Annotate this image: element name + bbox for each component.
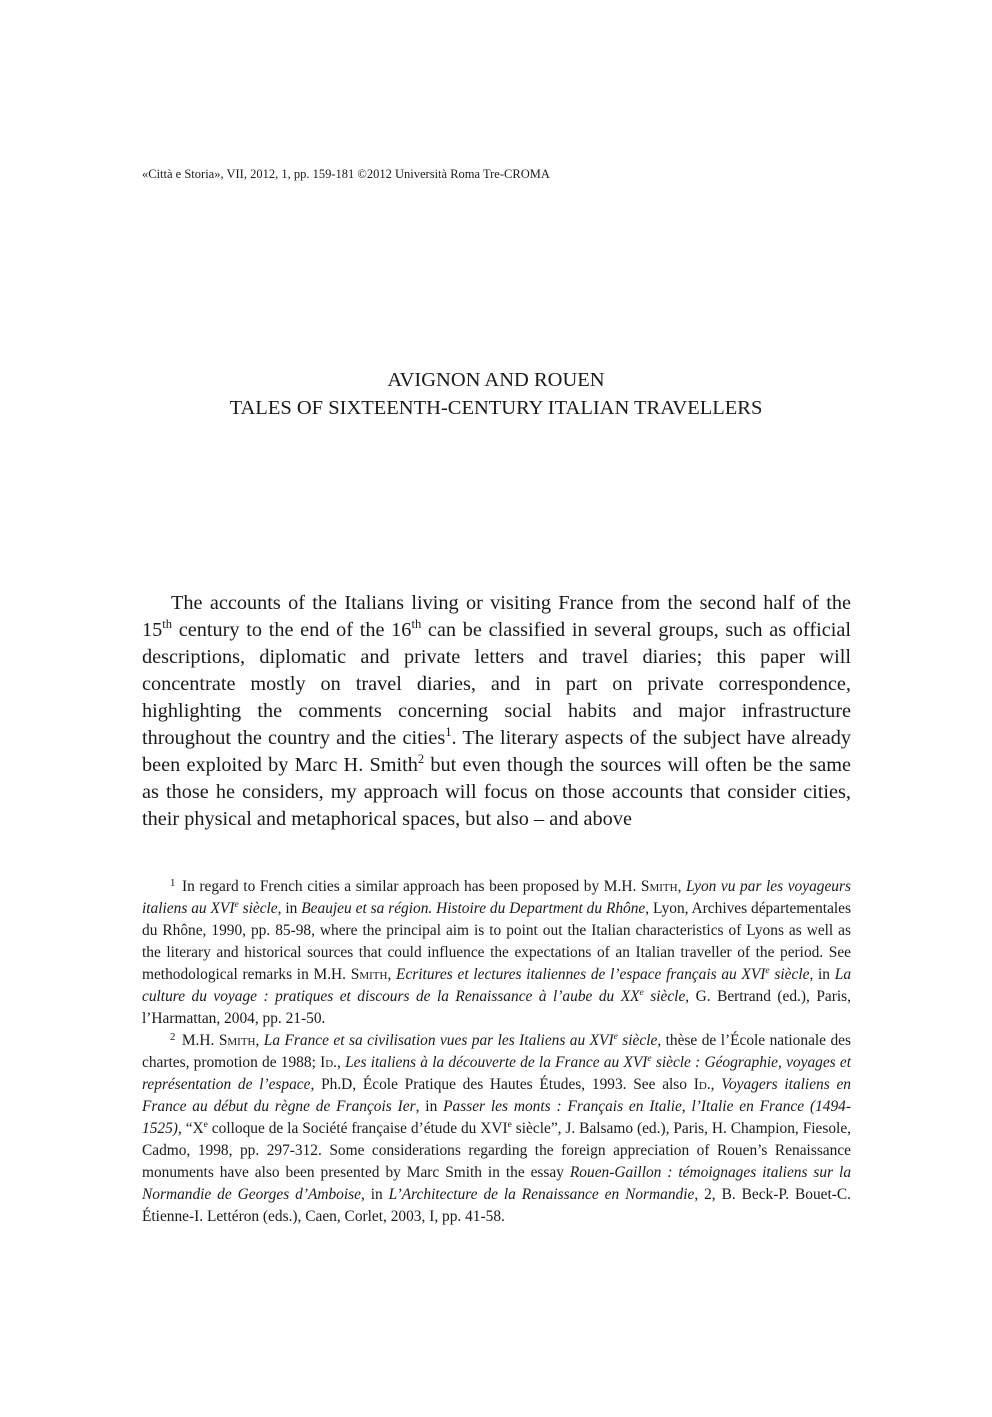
footnote-text: ., [706,1076,722,1093]
footnote-text: , thèse de l’École nationale des chartes, promotion de 1988; [142,1032,851,1071]
footnote-text: ., [333,1054,346,1071]
footnote-text: “X [181,1120,204,1137]
footnote-2 [142,1030,851,1228]
body-text-3: can be classified in several groups, such as official descriptions, diplomatic and private letters and travel diaries; this paper will concentrate mostly on travel diaries, and in part on private correspondence, highlighting the comments concerning social habits and major infrastructure throughout the country and the cities [142,619,851,749]
title-line-1: AVIGNON AND ROUEN [387,369,605,391]
footnote-text: , in [809,966,835,983]
article-title [0,366,992,422]
work-title: Lyon vu par les voyageurs italiens au XVIe siècle [142,878,851,917]
footnote-text: colloque de la Société française d’étude du XVI [207,1120,508,1137]
ibid-abbrev: Id [320,1054,334,1071]
work-title: Beaujeu et sa région. Histoire du Department du Rhône [301,900,646,917]
superscript-th: th [411,617,422,632]
footnote-text: , in [277,900,302,917]
footnote-text: M.H. [177,1032,219,1049]
footnote-text: , [387,966,397,983]
footnote-text: , Ph.D, École Pratique des Hautes Études, 1993. See also [310,1076,694,1093]
body-text-2: century to the end of the 16 [172,619,412,641]
footnote-number: 1 [170,876,176,889]
work-title: Voyagers italiens en France au début du règne de François Ier [142,1076,851,1115]
author-name: Smith [350,966,388,983]
footnote-text: , 2, B. Beck-P. Bouet-C. Étienne-I. Lettéron (eds.), Caen, Corlet, 2003, I, pp. 41-58. [142,1186,851,1225]
body-text-5: but even though the sources will often be the same as those he considers, my approach will focus on those accounts that consider cities, their physical and metaphorical spaces, but also – and above [142,754,851,830]
work-title: L’Architecture de la Renaissance en Normandie [388,1186,695,1203]
superscript-e: e [203,1119,208,1131]
work-title: La France et sa civilisation vues par les Italiens au XVIe siècle [263,1031,658,1049]
work-title: La culture du voyage : pratiques et discours de la Renaissance à l’aube du XXe siècle [142,966,852,1005]
body-paragraph [142,590,851,833]
body-text-4: . The literary aspects of the subject have already been exploited by Marc H. Smith [142,727,852,776]
footnote-text: , Lyon, Archives départementales du Rhône, 1990, pp. 85-98, where the principal aim is to point out the Italian characteristics of Lyons as well as the literary and historical sources that could influence the expectations of an Italian traveller of the period. See methodological remarks in M.H. [142,900,852,983]
ibid-abbrev: Id [693,1076,707,1093]
footnotes [142,876,851,1228]
running-head: «Città e Storia», VII, 2012, 1, pp. 159-181 ©2012 Università Roma Tre-CROMA [142,167,550,181]
footnote-number: 2 [170,1030,176,1043]
superscript-e: e [507,1119,512,1131]
superscript-th: th [162,617,173,632]
footnote-text: , [677,878,687,895]
footnote-ref-1[interactable]: 1 [445,725,452,740]
title-line-2: TALES OF SIXTEENTH-CENTURY ITALIAN TRAVELLERS [229,397,763,419]
footnote-ref-2[interactable]: 2 [417,752,425,767]
footnote-text: , [255,1032,264,1049]
footnote-text: In regard to French cities a similar approach has been proposed by M.H. [177,878,641,895]
work-title: Ecritures et lectures italiennes de l’espace français au XVIe siècle [396,965,810,983]
footnote-text: , G. Bertrand (ed.), Paris, l’Harmattan, 2004, pp. 21-50. [142,988,851,1027]
footnote-text: , in [360,1186,389,1203]
author-name: Smith [218,1032,256,1049]
work-title: Passer les monts : Français en Italie, l’Italie en France (1494-1525), [142,1098,851,1137]
footnote-text: siècle”, J. Balsamo (ed.), Paris, H. Champion, Fiesole, Cadmo, 1998, pp. 297-312. Some considerations regarding the foreign appreciation of Rouen’s Renaissance monuments have also been presented by Marc Smith in the essay [142,1120,851,1181]
author-name: Smith [640,878,678,895]
work-title: Les italiens à la découverte de la France au XVIe siècle : Géographie, voyages et représentation de l’espace [142,1053,851,1093]
footnote-1 [142,876,851,1030]
footnote-text: , in [415,1098,444,1115]
work-title: Rouen-Gaillon : témoignages italiens sur la Normandie de Georges d’Amboise [142,1164,852,1203]
body-text-1: The accounts of the Italians living or visiting France from the second half of the 15 [142,592,851,641]
